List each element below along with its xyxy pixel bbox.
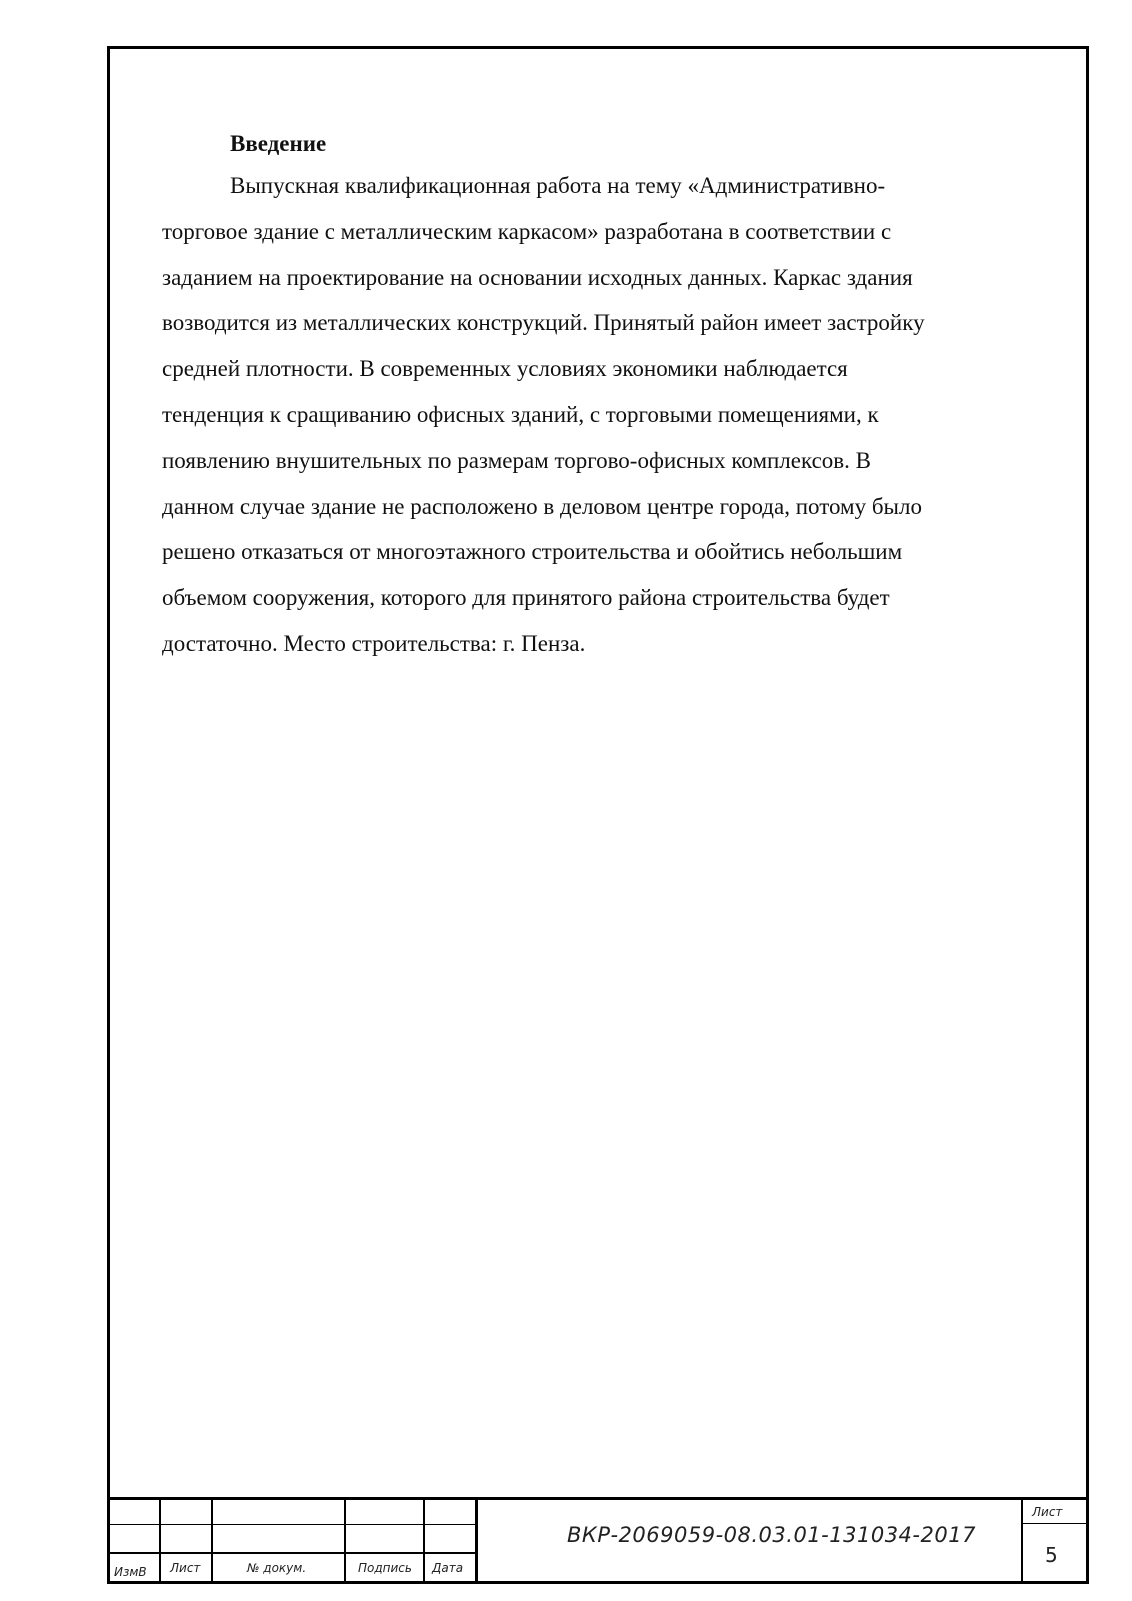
paragraph-line: торговое здание с металлическим каркасом» разработана в соответствии с <box>162 218 892 244</box>
stamp-col-rule <box>1021 1497 1023 1584</box>
stamp-col-rule <box>211 1497 213 1584</box>
title-block <box>107 1497 1089 1584</box>
stamp-top-rule <box>107 1497 1089 1500</box>
stamp-label-doc-num: № докум. <box>247 1561 307 1575</box>
paragraph-line: объемом сооружения, которого для принятого района строительства будет <box>162 585 890 611</box>
stamp-col-rule <box>475 1497 478 1584</box>
stamp-row-rule <box>107 1524 477 1525</box>
stamp-label-izm: ИзмВ <box>114 1565 147 1579</box>
section-heading: Введение <box>230 131 327 156</box>
paragraph-line: решено отказаться от многоэтажного строительства и обойтись небольшим <box>162 539 903 565</box>
paragraph-line: заданием на проектирование на основании исходных данных. Каркас здания <box>162 264 913 290</box>
stamp-col-rule <box>344 1497 346 1584</box>
paragraph-line: Выпускная квалификационная работа на тему «Административно- <box>230 173 886 198</box>
stamp-col-rule <box>423 1497 425 1584</box>
paragraph-line: средней плотности. В современных условиях экономики наблюдается <box>162 356 848 382</box>
stamp-row-rule <box>107 1552 477 1554</box>
stamp-label-date: Дата <box>432 1561 464 1575</box>
paragraph-line: достаточно. Место строительства: г. Пенза. <box>162 630 586 656</box>
sheet-number: 5 <box>1045 1543 1058 1567</box>
stamp-label-list: Лист <box>170 1561 201 1575</box>
stamp-col-rule <box>159 1497 161 1584</box>
stamp-label-sheet: Лист <box>1032 1505 1063 1519</box>
paragraph-line: данном случае здание не расположено в деловом центре города, потому было <box>162 493 922 519</box>
paragraph-line: возводится из металлических конструкций. Принятый район имеет застройку <box>162 310 925 336</box>
stamp-sheet-rule <box>1021 1523 1089 1524</box>
body-paragraph <box>162 163 1057 667</box>
stamp-label-signature: Подпись <box>358 1561 412 1575</box>
document-designation: ВКР-2069059-08.03.01-131034-2017 <box>567 1523 976 1547</box>
paragraph-line: тенденция к сращиванию офисных зданий, с торговыми помещениями, к <box>162 401 879 427</box>
paragraph-line: появлению внушительных по размерам торгово-офисных комплексов. В <box>162 447 872 473</box>
